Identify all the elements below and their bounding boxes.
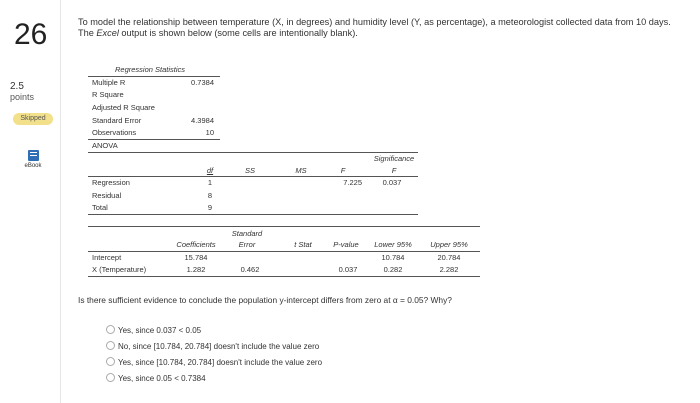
rs-label: Standard Error [92,116,142,125]
anova-top-rule [88,152,418,153]
coef-header-se-top: Standard [231,229,263,238]
option-label: Yes, since [10.784, 20.784] doesn't include the value zero [118,358,323,367]
anova-header-df: df [206,166,214,175]
answer-option[interactable] [106,342,319,351]
coef-row-label: X (Temperature) [92,265,147,274]
question-prompt: Is there sufficient evidence to conclude the population y-intercept differs from zero at α = 0.05? Why? [78,295,452,305]
rs-value: 10 [205,128,214,137]
anova-header-rule [88,176,418,177]
anova-row-label: Total [92,203,108,212]
radio-icon[interactable] [106,325,115,334]
anova-header-ss: SS [244,166,255,175]
answer-option[interactable] [106,374,206,383]
coef-header-coef: Coefficients [176,240,216,249]
sidebar-divider [60,0,61,403]
anova-header-sig-bottom: F [391,166,397,175]
intro-text-2: output is shown below (some cells are intentionally blank). [118,28,358,38]
coef-row-se: 0.462 [240,265,260,274]
rs-value: 4.3984 [191,116,214,125]
ebook-link[interactable] [23,150,43,169]
answer-option[interactable] [106,358,322,367]
anova-title: ANOVA [92,141,118,150]
coef-row-lower: 0.282 [383,265,403,274]
option-label: Yes, since 0.05 < 0.7384 [118,374,206,383]
coef-header-upper: Upper 95% [430,240,468,249]
option-label: Yes, since 0.037 < 0.05 [118,326,202,335]
coef-header-rule [88,251,480,252]
anova-header-f: F [340,166,346,175]
anova-row-df: 1 [207,178,213,187]
question-intro [78,17,678,39]
points-info [10,81,34,103]
answer-option[interactable] [106,326,201,335]
rs-label: Observations [92,128,137,137]
coef-row-coef: 15.784 [184,253,208,262]
intro-text-1: To model the relationship between temperature (X, in degrees) and humidity level (Y, as percentage), a meteorologist collected data from 10 days. The [78,17,671,38]
radio-icon[interactable] [106,373,115,382]
anova-row-sig: 0.037 [382,178,402,187]
points-label: points [10,92,35,102]
anova-row-df: 8 [207,191,213,200]
points-value: 2.5 [10,81,24,92]
anova-row-label: Regression [92,178,130,187]
radio-icon[interactable] [106,357,115,366]
regression-stats-rule [88,76,220,77]
regression-stats-bottom-rule [88,139,220,140]
anova-row-label: Residual [92,191,122,200]
coef-row-coef: 1.282 [186,265,206,274]
rs-label: R Square [92,90,124,99]
intro-excel: Excel [96,28,119,38]
anova-header-sig-top: Significance [373,154,415,163]
coef-row-p: 0.037 [338,265,358,274]
question-number: 26 [14,18,48,51]
coef-header-se-bottom: Error [238,240,256,249]
rs-label: Adjusted R Square [92,103,155,112]
option-label: No, since [10.784, 20.784] doesn't include the value zero [118,342,320,351]
coef-bottom-rule [88,276,480,277]
ebook-label: eBook [24,163,42,169]
coef-header-p: P-value [333,240,359,249]
coef-row-lower: 10.784 [381,253,405,262]
ebook-icon [28,150,39,161]
anova-header-ms: MS [295,166,307,175]
rs-label: Multiple R [92,78,126,87]
regression-stats-title: Regression Statistics [115,65,186,74]
coef-row-label: Intercept [92,253,122,262]
coef-row-upper: 20.784 [437,253,461,262]
anova-row-df: 9 [207,203,213,212]
coef-row-upper: 2.282 [439,265,459,274]
coef-top-rule [88,226,480,227]
radio-icon[interactable] [106,341,115,350]
anova-row-f: 7.225 [343,178,362,187]
coef-header-lower: Lower 95% [374,240,412,249]
status-badge: Skipped [13,113,53,125]
anova-bottom-rule [88,214,418,215]
coef-header-t: t Stat [294,240,312,249]
rs-value: 0.7384 [191,78,214,87]
